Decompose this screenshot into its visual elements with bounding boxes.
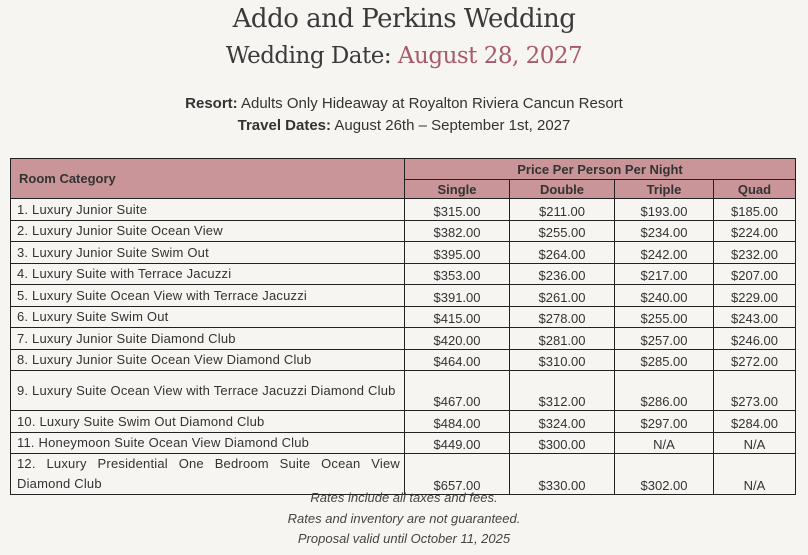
resort-label: Resort:	[185, 95, 238, 112]
price-triple-cell: $255.00	[615, 306, 714, 328]
table-row	[11, 285, 796, 307]
resort-line	[0, 95, 808, 112]
travel-dates-label: Travel Dates:	[237, 117, 332, 134]
price-quad-cell: $185.00	[714, 199, 796, 221]
price-quad-cell: $207.00	[714, 263, 796, 285]
room-name-cell: 5. Luxury Suite Ocean View with Terrace Jacuzzi	[11, 285, 405, 307]
price-quad-cell: $243.00	[714, 306, 796, 328]
travel-dates-line	[0, 117, 808, 134]
table-row	[11, 411, 796, 433]
price-triple-cell: $302.00	[615, 454, 714, 495]
price-triple-cell: $240.00	[615, 285, 714, 307]
col-header-triple: Triple	[615, 180, 714, 199]
table-row	[11, 454, 796, 495]
wedding-date	[0, 43, 808, 69]
footer-note-validity: Proposal valid until October 11, 2025	[297, 531, 511, 546]
price-triple-cell: $297.00	[615, 411, 714, 433]
room-name-cell: 1. Luxury Junior Suite	[11, 199, 405, 221]
col-header-quad: Quad	[714, 180, 796, 199]
price-double-cell: $211.00	[510, 199, 615, 221]
price-quad-cell: N/A	[714, 432, 796, 454]
room-name-cell: 2. Luxury Junior Suite Ocean View	[11, 220, 405, 242]
price-double-cell: $324.00	[510, 411, 615, 433]
footer-note-inventory: Rates and inventory are not guaranteed.	[287, 511, 521, 526]
price-triple-cell: $286.00	[615, 371, 714, 411]
price-quad-cell: $246.00	[714, 328, 796, 350]
travel-dates-value: August 26th – September 1st, 2027	[331, 117, 571, 134]
table-row	[11, 306, 796, 328]
price-double-cell: $264.00	[510, 242, 615, 264]
table-row	[11, 349, 796, 371]
room-name-cell: 9. Luxury Suite Ocean View with Terrace Jacuzzi Diamond Club	[11, 371, 405, 411]
price-single-cell: $382.00	[405, 220, 510, 242]
price-triple-cell: $242.00	[615, 242, 714, 264]
price-triple-cell: $193.00	[615, 199, 714, 221]
price-single-cell: $315.00	[405, 199, 510, 221]
price-single-cell: $449.00	[405, 432, 510, 454]
price-double-cell: $236.00	[510, 263, 615, 285]
wedding-date-value: August 28, 2027	[397, 43, 583, 69]
room-name-cell: 8. Luxury Junior Suite Ocean View Diamond Club	[11, 349, 405, 371]
room-name-cell: 6. Luxury Suite Swim Out	[11, 306, 405, 328]
price-double-cell: $281.00	[510, 328, 615, 350]
price-double-cell: $255.00	[510, 220, 615, 242]
rates-table	[10, 158, 796, 495]
price-double-cell: $300.00	[510, 432, 615, 454]
room-name-cell: 12. Luxury Presidential One Bedroom Suite Ocean View Diamond Club	[11, 454, 405, 495]
room-name-cell: 3. Luxury Junior Suite Swim Out	[11, 242, 405, 264]
price-quad-cell: $229.00	[714, 285, 796, 307]
price-single-cell: $467.00	[405, 371, 510, 411]
table-row	[11, 371, 796, 411]
price-double-cell: $278.00	[510, 306, 615, 328]
price-quad-cell: N/A	[714, 454, 796, 495]
price-single-cell: $395.00	[405, 242, 510, 264]
table-row	[11, 328, 796, 350]
table-row	[11, 199, 796, 221]
col-header-single: Single	[405, 180, 510, 199]
col-header-room-category: Room Category	[11, 159, 405, 199]
resort-value: Adults Only Hideaway at Royalton Riviera Cancun Resort	[237, 95, 623, 112]
page-title: Addo and Perkins Wedding	[232, 4, 576, 34]
price-double-cell: $330.00	[510, 454, 615, 495]
price-double-cell: $312.00	[510, 371, 615, 411]
price-quad-cell: $272.00	[714, 349, 796, 371]
price-single-cell: $391.00	[405, 285, 510, 307]
wedding-date-label: Wedding Date:	[225, 43, 398, 69]
price-single-cell: $464.00	[405, 349, 510, 371]
price-triple-cell: $217.00	[615, 263, 714, 285]
price-double-cell: $261.00	[510, 285, 615, 307]
col-header-double: Double	[510, 180, 615, 199]
room-name-cell: 10. Luxury Suite Swim Out Diamond Club	[11, 411, 405, 433]
price-single-cell: $415.00	[405, 306, 510, 328]
table-row	[11, 263, 796, 285]
price-triple-cell: N/A	[615, 432, 714, 454]
price-quad-cell: $224.00	[714, 220, 796, 242]
room-name-cell: 11. Honeymoon Suite Ocean View Diamond Club	[11, 432, 405, 454]
price-quad-cell: $232.00	[714, 242, 796, 264]
room-name-cell: 7. Luxury Junior Suite Diamond Club	[11, 328, 405, 350]
price-triple-cell: $234.00	[615, 220, 714, 242]
price-single-cell: $484.00	[405, 411, 510, 433]
footer-note-taxes: Rates include all taxes and fees.	[310, 490, 498, 505]
price-single-cell: $420.00	[405, 328, 510, 350]
price-double-cell: $310.00	[510, 349, 615, 371]
col-header-price-group: Price Per Person Per Night	[405, 159, 796, 180]
price-single-cell: $657.00	[405, 454, 510, 495]
price-triple-cell: $257.00	[615, 328, 714, 350]
price-quad-cell: $273.00	[714, 371, 796, 411]
table-row	[11, 220, 796, 242]
price-triple-cell: $285.00	[615, 349, 714, 371]
price-quad-cell: $284.00	[714, 411, 796, 433]
price-single-cell: $353.00	[405, 263, 510, 285]
room-name-cell: 4. Luxury Suite with Terrace Jacuzzi	[11, 263, 405, 285]
table-row	[11, 242, 796, 264]
table-row	[11, 432, 796, 454]
